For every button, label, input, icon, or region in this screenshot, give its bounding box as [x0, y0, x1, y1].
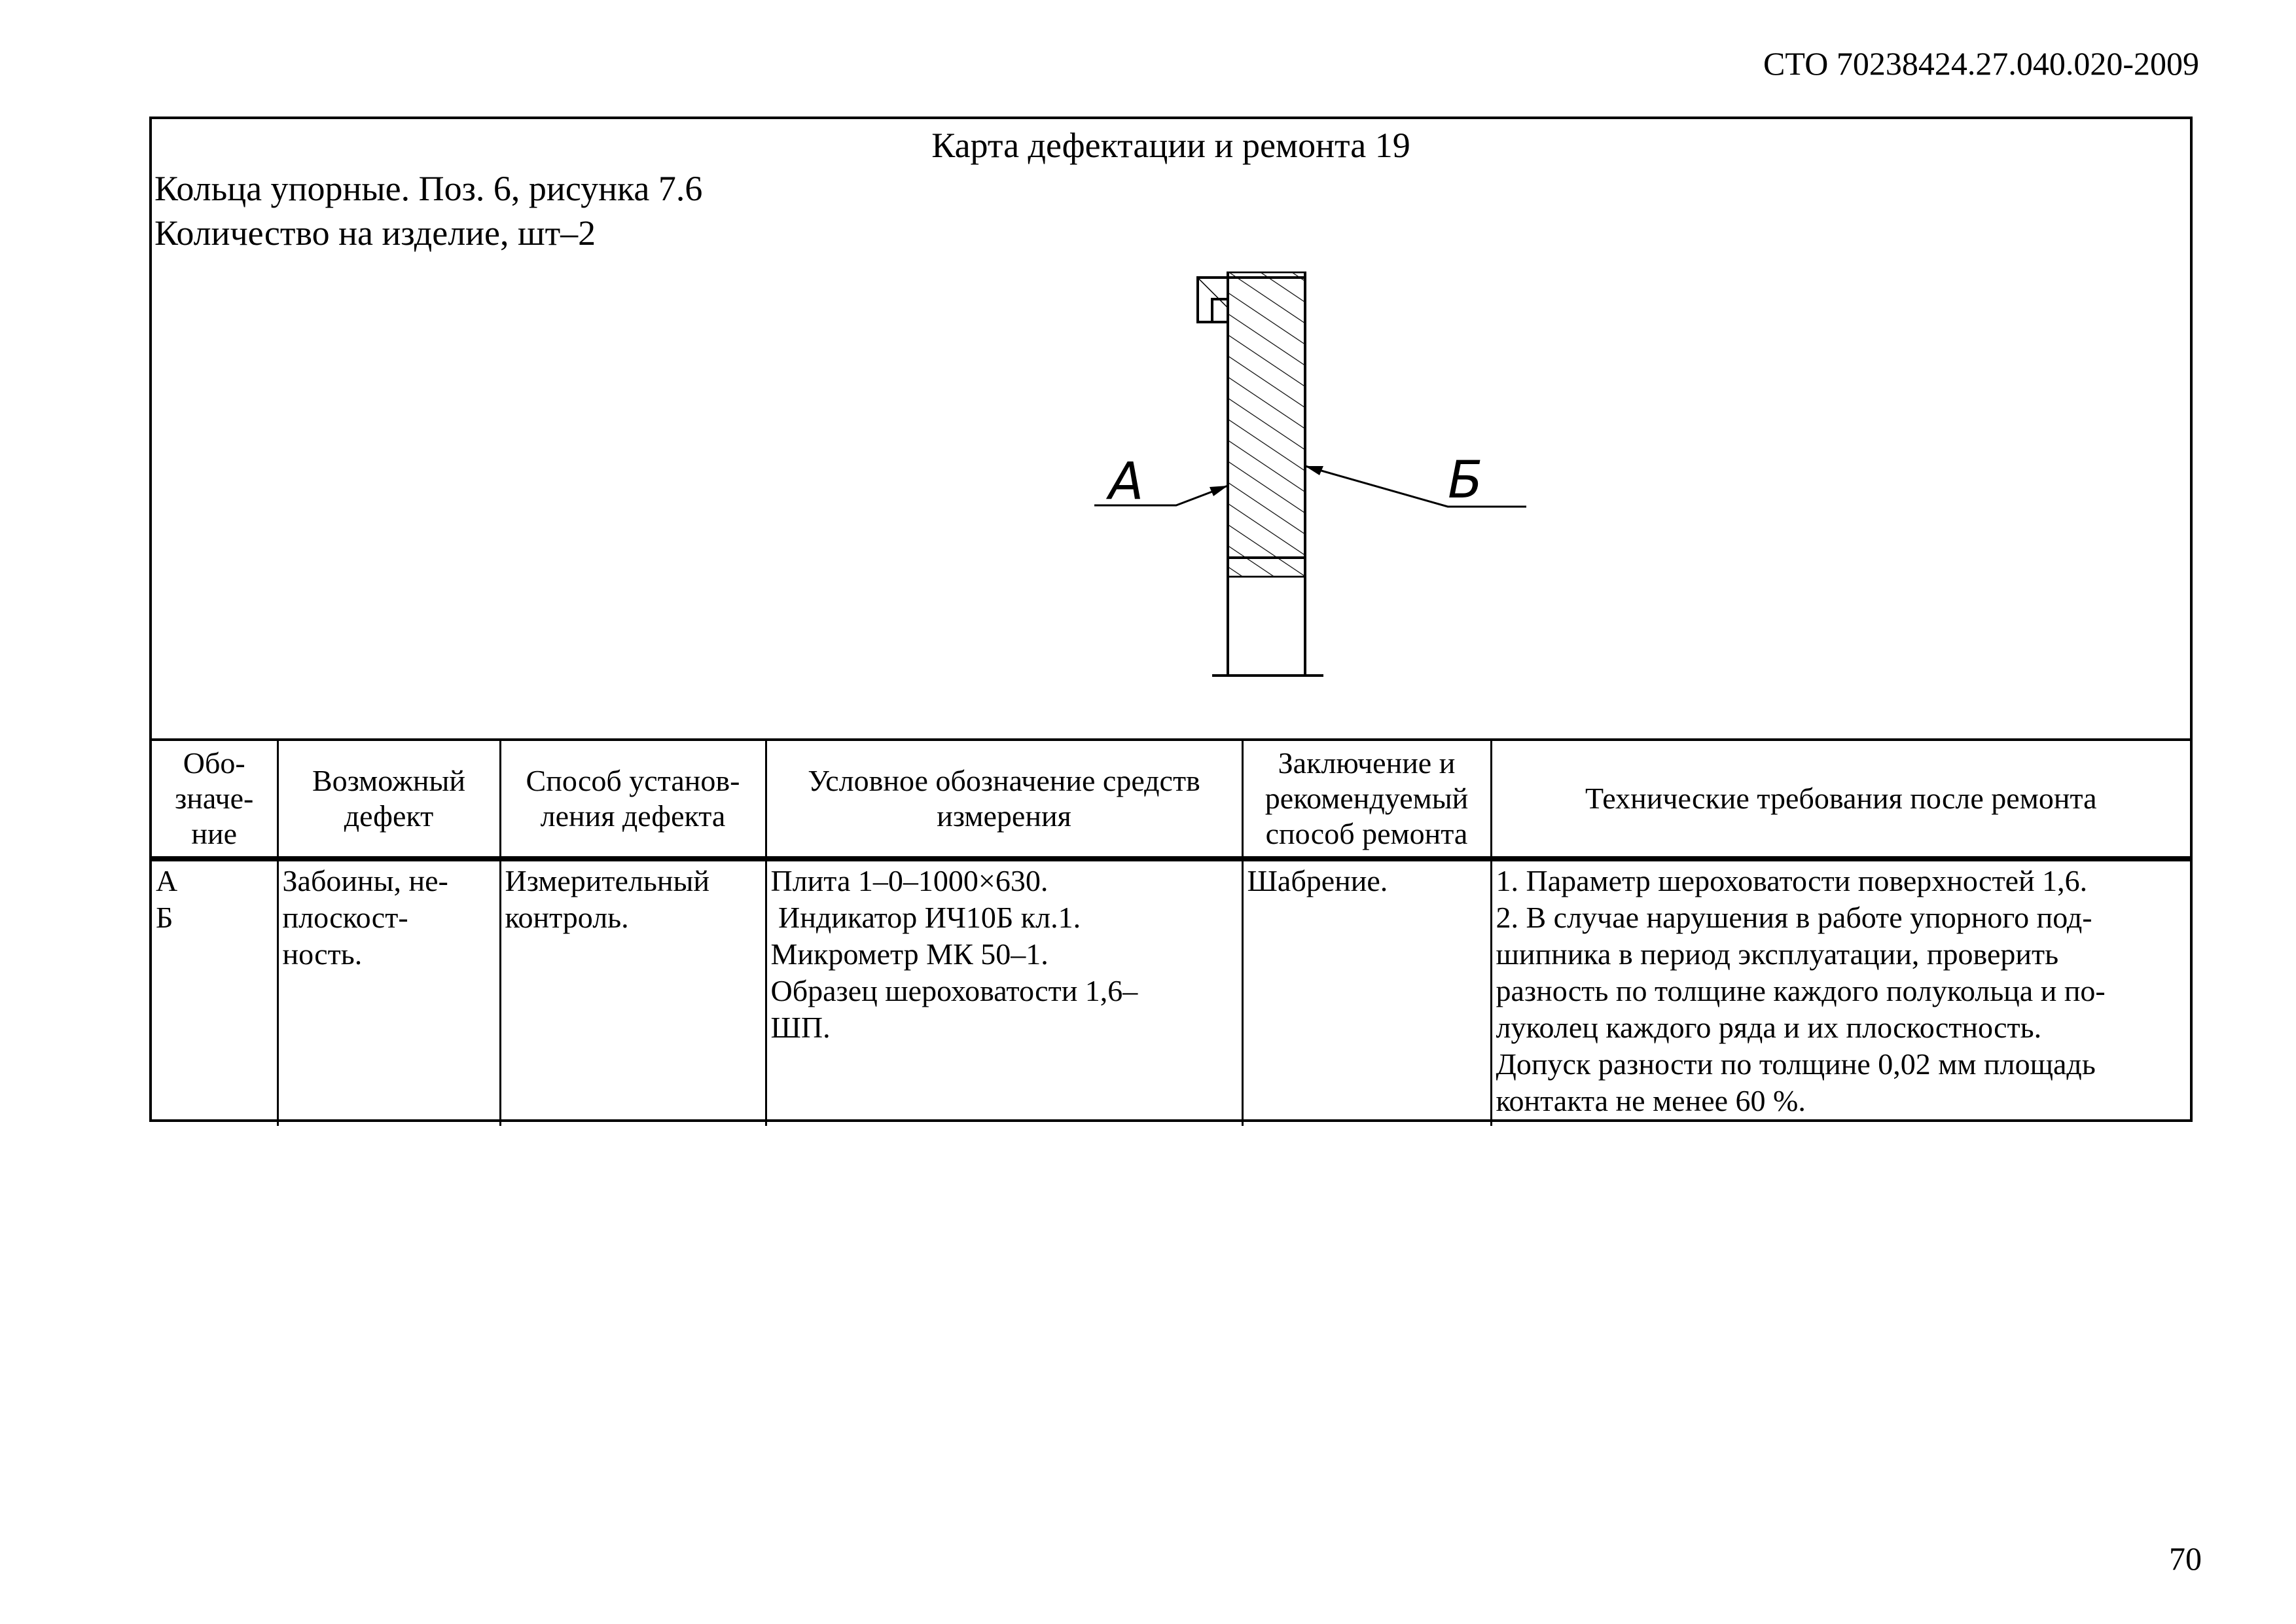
label-b: Б: [1448, 451, 1483, 510]
header-defect: Возможный дефект: [278, 740, 500, 859]
leader-b: [1305, 466, 1526, 507]
page-number: 70: [2169, 1540, 2202, 1577]
defect-table: [152, 738, 2190, 1126]
defect-card-frame: [149, 117, 2193, 1122]
part-quantity-line: Количество на изделие, шт–2: [154, 213, 596, 253]
card-header: [152, 119, 2190, 738]
document-code: СТО 70238424.27.040.020-2009: [1763, 45, 2199, 82]
ring-section-shape: [1198, 272, 1323, 676]
table-row: [152, 859, 2190, 1126]
header-requirements: Технические требования после ремонта: [1491, 740, 2190, 859]
header-instruments: Условное обозначение средств измерения: [766, 740, 1242, 859]
cell-conclusion: Шабрение.: [1242, 859, 1491, 1126]
label-a: А: [1109, 452, 1144, 511]
cell-designation: А Б: [152, 859, 278, 1126]
cell-method: Измерительный контроль.: [500, 859, 766, 1126]
part-name-line: Кольца упорные. Поз. 6, рисунка 7.6: [154, 169, 703, 208]
header-method: Способ установ- ления дефекта: [500, 740, 766, 859]
table-header-row: [152, 740, 2190, 859]
cell-requirements: 1. Параметр шероховатости поверхностей 1,6. 2. В случае нарушения в работе упорного под- шипника в период эксплуатации, проверить разность по толщине каждого полукольца и по- луколец каждого ряда и их плоскостность. Допуск разности по толщине 0,02 мм площадь контакта не менее 60 %.: [1491, 859, 2190, 1126]
cell-instruments: Плита 1–0–1000×630. Индикатор ИЧ10Б кл.1. Микрометр МК 50–1. Образец шероховатости 1,6– ШП.: [766, 859, 1242, 1126]
header-conclusion: Заключение и рекомендуемый способ ремонта: [1242, 740, 1491, 859]
cell-defect: Забоины, не- плоскост- ность.: [278, 859, 500, 1126]
card-title: Карта дефектации и ремонта 19: [931, 126, 1410, 165]
thrust-ring-drawing: [937, 270, 1552, 695]
header-designation: Обо- значе- ние: [152, 740, 278, 859]
